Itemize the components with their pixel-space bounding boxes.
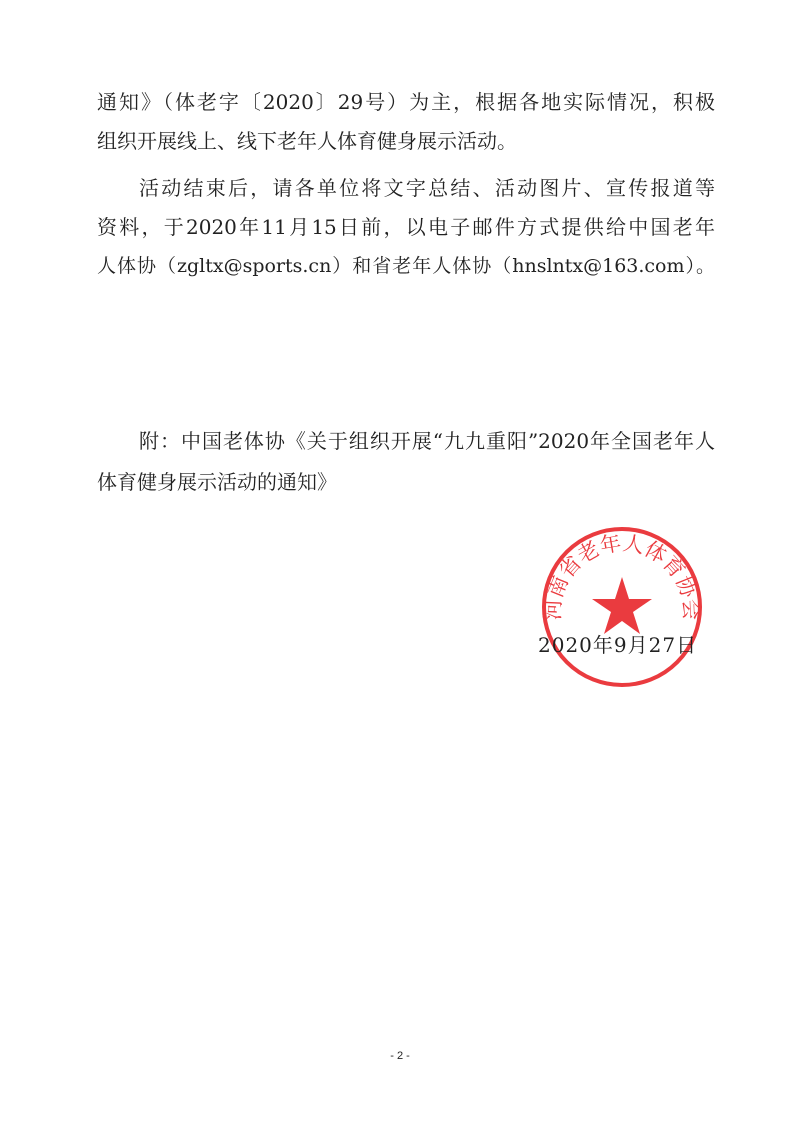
body-line-1: 通知》（体老字〔2020〕29号）为主，根据各地实际情况，积极 — [97, 90, 715, 114]
annex-line-1: 附：中国老体协《关于组织开展“九九重阳”2020年全国老年人 — [139, 429, 715, 453]
body-line-5: 人体协（zgltx@sports.cn）和省老年人体协（hnslntx@163.com）。 — [97, 255, 715, 277]
document-date: 2020年9月27日 — [538, 633, 698, 657]
body-line-3: 活动结束后，请各单位将文字总结、活动图片、宣传报道等 — [139, 176, 715, 200]
page-number: - 2 - — [390, 1050, 410, 1062]
official-seal — [540, 525, 704, 689]
annex-line-2: 体育健身展示活动的通知》 — [97, 470, 337, 494]
svg-text:河南省老年人体育协会: 河南省老年人体育协会 — [540, 530, 704, 621]
body-line-4: 资料，于2020年11月15日前，以电子邮件方式提供给中国老年 — [97, 215, 715, 239]
star-icon — [592, 577, 652, 634]
body-line-2: 组织开展线上、线下老年人体育健身展示活动。 — [97, 129, 517, 153]
